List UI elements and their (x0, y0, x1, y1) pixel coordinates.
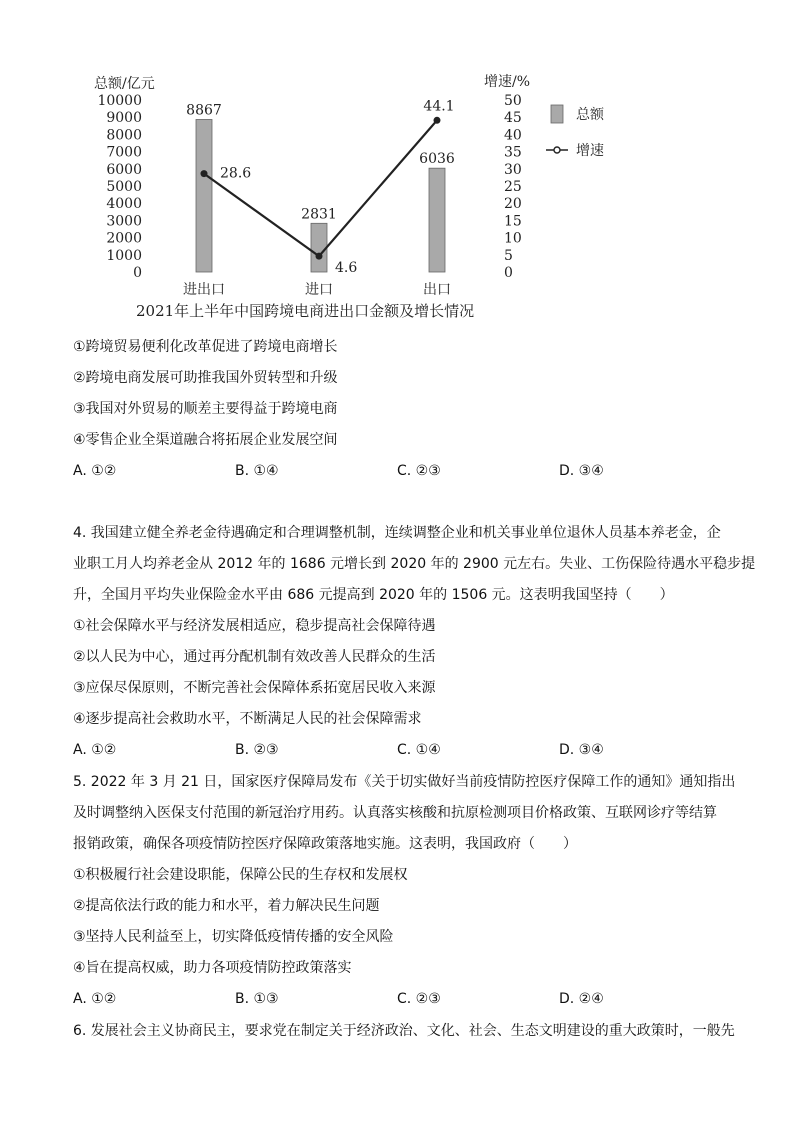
q3-options (73, 456, 723, 487)
bar (311, 223, 327, 272)
q5-option-a[interactable]: A. ①② (73, 991, 117, 1007)
right-tick-label: 0 (504, 265, 513, 281)
left-axis-title: 总额/亿元 (94, 76, 155, 92)
question-3-body (73, 332, 723, 487)
left-tick-label: 0 (133, 265, 142, 281)
left-tick-label: 1000 (106, 247, 142, 264)
q4-option-c[interactable]: C. ①④ (397, 742, 441, 758)
left-tick-label: 9000 (106, 110, 142, 127)
q4-options (73, 735, 723, 766)
right-tick-label: 50 (504, 93, 522, 109)
q3-item-4: ④零售企业全渠道融合将拓展企业发展空间 (73, 432, 338, 448)
q5-option-d[interactable]: D. ②④ (559, 991, 604, 1007)
legend-bar-label: 总额 (576, 107, 604, 123)
q5-item-4: ④旨在提高权威，助力各项疫情防控政策落实 (73, 960, 352, 976)
category-label: 出口 (423, 282, 451, 298)
trade-chart (92, 68, 652, 326)
left-tick-label: 2000 (106, 230, 142, 247)
right-tick-label: 5 (504, 247, 513, 264)
right-tick-label: 40 (504, 127, 522, 144)
right-tick-label: 35 (504, 144, 522, 161)
q3-item-2: ②跨境电商发展可助推我国外贸转型和升级 (73, 370, 338, 386)
bar (196, 119, 212, 272)
q4-item-2: ②以人民为中心，通过再分配机制有效改善人民群众的生活 (73, 649, 436, 665)
growth-point (434, 117, 441, 124)
q5-options (73, 984, 723, 1015)
growth-point (316, 253, 323, 260)
q5-stem-line-2: 及时调整纳入医保支付范围的新冠治疗用药。认真落实核酸和抗原检测项目价格政策、互联网诊疗等结算 (73, 805, 717, 821)
right-tick-label: 20 (504, 196, 522, 213)
q4-stem-line-3: 升，全国月平均失业保险金水平由 686 元提高到 2020 年的 1506 元。这表明我国坚持（ ） (73, 587, 674, 603)
legend-line-label: 增速 (576, 143, 604, 159)
q5-stem-line-3: 报销政策，确保各项疫情防控医疗保障政策落地实施。这表明，我国政府（ ） (73, 836, 577, 852)
bar-value-label: 8867 (186, 102, 222, 119)
left-tick-label: 7000 (106, 144, 142, 161)
right-tick-label: 10 (504, 230, 522, 247)
growth-value-label: 4.6 (335, 260, 358, 277)
q4-option-b[interactable]: B. ②③ (235, 742, 279, 758)
question-6 (73, 1016, 735, 1047)
q5-stem-line-1: 5. 2022 年 3 月 21 日，国家医疗保障局发布《关于切实做好当前疫情防控医疗保障工作的通知》通知指出 (73, 774, 736, 790)
q4-option-d[interactable]: D. ③④ (559, 742, 604, 758)
q5-item-1: ①积极履行社会建设职能，保障公民的生存权和发展权 (73, 867, 408, 883)
q4-stem-line-2: 业职工月人均养老金从 2012 年的 1686 元增长到 2020 年的 2900 元左右。失业、工伤保险待遇水平稳步提 (73, 556, 756, 572)
q6-stem-line-1: 6. 发展社会主义协商民主，要求党在制定关于经济政治、文化、社会、生态文明建设的重大政策时，一般先 (73, 1023, 735, 1039)
q4-stem-line-1: 4. 我国建立健全养老金待遇确定和合理调整机制，连续调整企业和机关事业单位退休人员基本养老金，企 (73, 525, 721, 541)
q5-option-c[interactable]: C. ②③ (397, 991, 441, 1007)
category-label: 进出口 (183, 282, 225, 298)
right-tick-label: 30 (504, 161, 522, 178)
chart-svg (92, 68, 652, 326)
left-tick-label: 5000 (106, 179, 142, 195)
legend-line-marker (554, 147, 560, 153)
growth-value-label: 28.6 (220, 165, 252, 182)
growth-point (201, 170, 208, 177)
left-tick-label: 10000 (97, 93, 142, 109)
q3-item-3: ③我国对外贸易的顺差主要得益于跨境电商 (73, 401, 338, 417)
q5-item-3: ③坚持人民利益至上，切实降低疫情传播的安全风险 (73, 929, 394, 945)
q4-option-a[interactable]: A. ①② (73, 742, 117, 758)
left-tick-label: 8000 (106, 127, 142, 144)
q4-item-4: ④逐步提高社会救助水平，不断满足人民的社会保障需求 (73, 711, 422, 727)
question-5 (73, 767, 736, 1015)
chart-title: 2021年上半年中国跨境电商进出口金额及增长情况 (136, 302, 475, 320)
bar-value-label: 6036 (419, 151, 455, 168)
q3-option-d[interactable]: D. ③④ (559, 463, 604, 479)
q4-item-1: ①社会保障水平与经济发展相适应，稳步提高社会保障待遇 (73, 618, 436, 634)
right-axis-title: 增速/% (484, 74, 531, 90)
right-tick-label: 45 (504, 110, 522, 127)
category-label: 进口 (305, 282, 333, 298)
left-tick-label: 3000 (106, 213, 142, 230)
q3-item-1: ①跨境贸易便利化改革促进了跨境电商增长 (73, 339, 338, 355)
bar (429, 168, 445, 272)
left-tick-label: 4000 (106, 196, 142, 213)
legend-bar-swatch (551, 105, 563, 123)
q3-option-a[interactable]: A. ①② (73, 463, 117, 479)
right-tick-label: 15 (504, 213, 522, 230)
right-tick-label: 25 (504, 179, 522, 195)
question-4 (73, 518, 756, 766)
left-tick-label: 6000 (106, 161, 142, 178)
q3-option-b[interactable]: B. ①④ (235, 463, 279, 479)
growth-value-label: 44.1 (423, 98, 455, 115)
q4-item-3: ③应保尽保原则，不断完善社会保障体系拓宽居民收入来源 (73, 680, 436, 696)
q5-item-2: ②提高依法行政的能力和水平，着力解决民生问题 (73, 898, 380, 914)
q5-option-b[interactable]: B. ①③ (235, 991, 279, 1007)
bar-value-label: 2831 (301, 206, 337, 223)
q3-option-c[interactable]: C. ②③ (397, 463, 441, 479)
